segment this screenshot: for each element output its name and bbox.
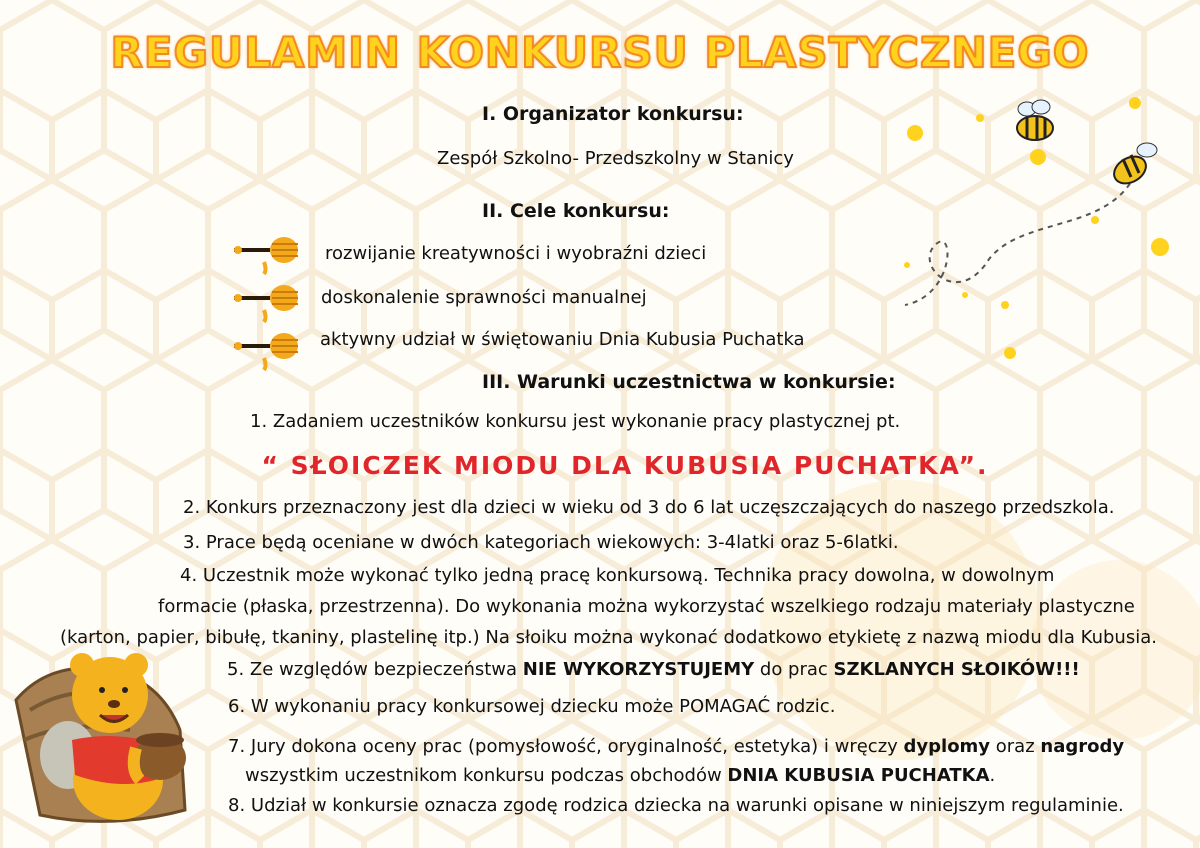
section2-heading: II. Cele konkursu:	[482, 200, 670, 222]
honey-dipper-icon	[232, 234, 300, 276]
rule-item-4-line3: (karton, papier, bibułę, tkaniny, plastelinę itp.) Na słoiku można wykonać dodatkowo etykietę z nazwą miodu dla Kubusia.	[60, 627, 1157, 648]
rule-item-7-bold: dyplomy	[903, 736, 991, 757]
honey-dipper-icon	[232, 282, 300, 324]
rule-item-7-text: 7. Jury dokona oceny prac (pomysłowość, oryginalność, estetyka) i wręczy	[228, 736, 904, 757]
rule-item-5-text: 5. Ze względów bezpieczeństwa	[227, 659, 523, 680]
rule-item-1: 1. Zadaniem uczestników konkursu jest wykonanie pracy plastycznej pt.	[250, 411, 901, 432]
bees-illustration	[895, 95, 1185, 375]
rule-item-8: 8. Udział w konkursie oznacza zgodę rodzica dziecka na warunki opisane w niniejszym regulaminie.	[228, 795, 1124, 816]
rule-item-5-bold: NIE WYKORZYSTUJEMY	[522, 659, 755, 680]
rule-item-7-bold: nagrody	[1040, 736, 1125, 757]
rule-item-5-text: do prac	[754, 659, 834, 680]
page-title: REGULAMIN KONKURSU PLASTYCZNEGO	[110, 28, 1090, 77]
rule-item-2: 2. Konkurs przeznaczony jest dla dzieci w wieku od 3 do 6 lat uczęszczających do naszego przedszkola.	[183, 497, 1115, 518]
goal-item: rozwijanie kreatywności i wyobraźni dzieci	[325, 243, 707, 264]
rule-item-7-text: oraz	[990, 736, 1041, 757]
rule-item-7-bold: DNIA KUBUSIA PUCHATKA	[727, 765, 990, 786]
rule-item-4-line2: formacie (płaska, przestrzenna). Do wykonania można wykorzystać wszelkiego rodzaju materiały plastyczne	[158, 596, 1135, 617]
bee-icon	[1017, 100, 1053, 140]
bee-icon	[1109, 143, 1157, 189]
rule-item-6: 6. W wykonaniu pracy konkursowej dziecku może POMAGAĆ rodzic.	[228, 696, 836, 717]
rule-item-7-line1	[228, 736, 1124, 757]
rule-item-4-line1: 4. Uczestnik może wykonać tylko jedną pracę konkursową. Technika pracy dowolna, w dowolnym	[180, 565, 1055, 586]
honey-dipper-icon	[232, 330, 300, 372]
rule-item-5	[227, 659, 1080, 680]
rule-item-7-text: .	[989, 765, 996, 786]
contest-slogan: “ SŁOICZEK MIODU DLA KUBUSIA PUCHATKA”.	[261, 451, 989, 480]
winnie-the-pooh-illustration	[10, 640, 195, 830]
rule-item-3: 3. Prace będą oceniane w dwóch kategoriach wiekowych: 3-4latki oraz 5-6latki.	[183, 532, 899, 553]
organizer-name: Zespół Szkolno- Przedszkolny w Stanicy	[437, 148, 794, 169]
rule-item-7-line2	[245, 765, 995, 786]
goal-item: aktywny udział w świętowaniu Dnia Kubusia Puchatka	[320, 329, 805, 350]
goal-item: doskonalenie sprawności manualnej	[321, 287, 647, 308]
rule-item-5-bold: SZKLANYCH SŁOIKÓW!!!	[833, 659, 1080, 680]
section1-heading: I. Organizator konkursu:	[482, 103, 744, 125]
rule-item-7-text: wszystkim uczestnikom konkursu podczas obchodów	[245, 765, 728, 786]
section3-heading: III. Warunki uczestnictwa w konkursie:	[482, 371, 896, 393]
